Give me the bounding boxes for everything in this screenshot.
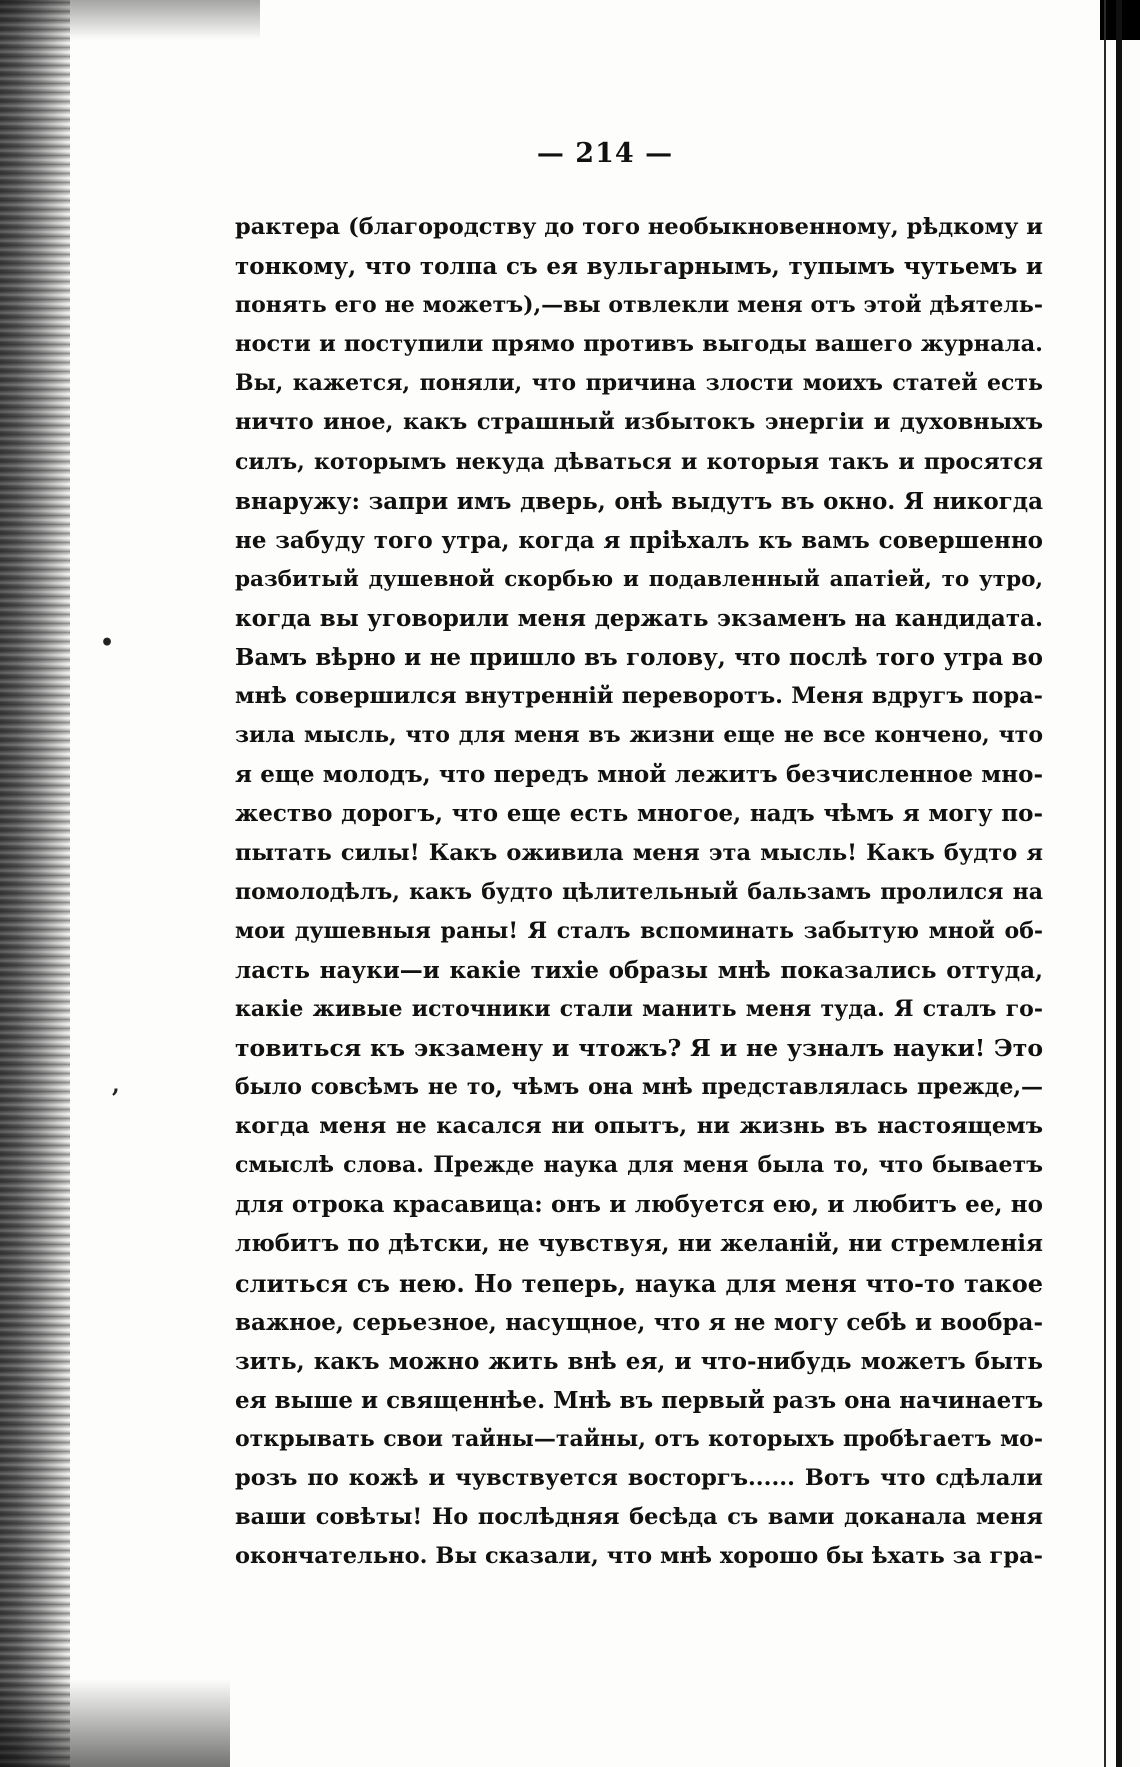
bottom-edge-shadow — [0, 1657, 230, 1767]
text-line: зила мысль, что для меня въ жизни еще не все кончено, что — [235, 722, 1043, 749]
text-line: рактера (благородству до того необыкновенному, рѣдкому и — [235, 214, 1043, 240]
text-line: помолодѣлъ, какъ будто цѣлительный бальзамъ пролился на — [235, 878, 1043, 905]
text-line: для отрока красавица: онъ и любуется ею, и любитъ ее, но — [235, 1191, 1043, 1219]
text-line: когда вы уговорили меня держать экзаменъ на кандидата. — [235, 604, 1043, 632]
text-line: смыслѣ слова. Прежде наука для меня была то, что бываетъ — [235, 1152, 1043, 1179]
top-edge-shadow — [0, 0, 260, 40]
text-line: ласть науки—и какіе тихіе образы мнѣ показались оттуда, — [235, 956, 1043, 984]
text-line: окончательно. Вы сказали, что мнѣ хорошо бы ѣхать за гра- — [235, 1543, 1043, 1570]
text-line: любитъ по дѣтски, не чувствуя, ни желаній, ни стремленія — [235, 1230, 1043, 1258]
text-line: ности и поступили прямо противъ выгоды вашего журнала. — [235, 331, 1043, 358]
text-line: я еще молодъ, что передъ мной лежитъ безчисленное мно- — [235, 761, 1043, 789]
text-line: пытать силы! Какъ оживила меня эта мысль! Какъ будто я — [235, 839, 1043, 866]
right-page-edge — [1116, 0, 1122, 1767]
text-line: Вамъ вѣрно и не пришло въ голову, что послѣ того утра во — [235, 644, 1043, 672]
binding-edge-shadow — [0, 0, 70, 1767]
text-line: ея выше и священнѣе. Мнѣ въ первый разъ она начинаетъ — [235, 1386, 1043, 1414]
text-line: Вы, кажется, поняли, что причина злости моихъ статей есть — [235, 370, 1043, 397]
text-line: разбитый душевной скорбью и подавленный апатіей, то утро, — [235, 566, 1043, 592]
text-line: зить, какъ можно жить внѣ ея, и что-нибудь можетъ быть — [235, 1347, 1043, 1375]
text-line: ничто иное, какъ страшный избытокъ энергіи и духовныхъ — [235, 409, 1043, 436]
text-line: не забуду того утра, когда я пріѣхалъ къ вамъ совершенно — [235, 526, 1043, 554]
text-line: когда меня не касался ни опытъ, ни жизнь въ настоящемъ — [235, 1113, 1043, 1140]
text-line: тонкому, что толпа съ ея вульгарнымъ, тупымъ чутьемъ и — [235, 253, 1043, 281]
text-line: мои душевныя раны! Я сталъ вспоминать забытую мной об- — [235, 917, 1043, 944]
text-line: мнѣ совершился внутренній переворотъ. Меня вдругъ пора- — [235, 683, 1043, 710]
text-line: ваши совѣты! Но послѣдняя бесѣда съ вами доканала меня — [235, 1504, 1043, 1531]
text-line: внаружу: запри имъ дверь, онѣ выдутъ въ окно. Я никогда — [235, 487, 1043, 515]
text-line: важное, серьезное, насущное, что я не могу себѣ и вообра- — [235, 1308, 1043, 1336]
page-number: — 214 — — [536, 138, 674, 169]
text-line: открывать свои тайны—тайны, отъ которыхъ пробѣгаетъ мо- — [235, 1425, 1043, 1452]
text-line: товиться къ экзамену и чтожъ? Я и не узналъ науки! Это — [235, 1033, 1043, 1062]
text-line: слиться съ нею. Но теперь, наука для меня что-то такое — [235, 1268, 1043, 1298]
text-line: жество дорогъ, что еще есть многое, надъ чѣмъ я могу по- — [235, 800, 1043, 828]
text-line: понять его не можетъ),—вы отвлекли меня отъ этой дѣятель- — [235, 292, 1043, 319]
body-text — [235, 208, 1043, 1576]
margin-dot: • — [100, 630, 115, 656]
text-line: какіе живые источники стали манить меня туда. Я сталъ го- — [235, 995, 1043, 1022]
text-line: силъ, которымъ некуда дѣваться и которыя такъ и просятся — [235, 448, 1043, 475]
margin-comma: , — [112, 1072, 120, 1098]
text-line: было совсѣмъ не то, чѣмъ она мнѣ представлялась прежде,— — [235, 1074, 1043, 1101]
right-page-edge-line — [1104, 0, 1106, 1767]
text-line: розъ по кожѣ и чувствуется восторгъ...... Вотъ что сдѣлали — [235, 1465, 1043, 1491]
